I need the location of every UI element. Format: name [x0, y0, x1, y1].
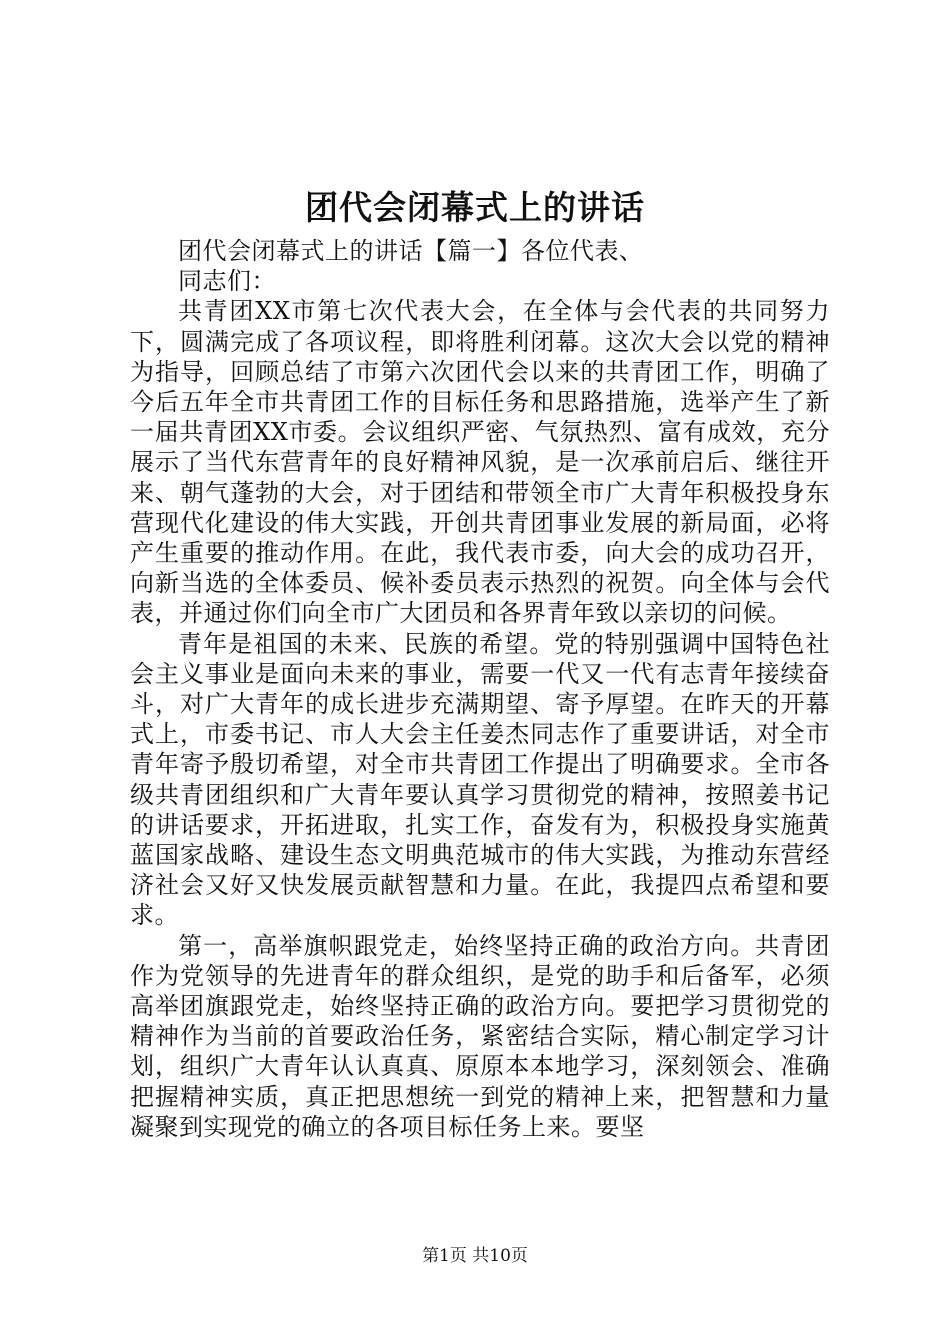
paragraph-salutation: 同志们：	[178, 267, 276, 296]
document-body	[130, 236, 830, 1142]
paragraph-youth: 青年是祖国的未来、民族的希望。党的特别强调中国特色社会主义事业是面向未来的事业，需要一代又一代有志青年接续奋斗，对广大青年的成长进步充满期望、寄予厚望。在昨天的开幕式上，市委书记、市人大会主任姜杰同志作了重要讲话，对全市青年寄予殷切希望，对全市共青团工作提出了明确要求。全市各级共青团组织和广大青年要认真学习贯彻党的精神，按照姜书记的讲话要求，开拓进取，扎实工作，奋发有为，积极投身实施黄蓝国家战略、建设生态文明典范城市的伟大实践，为推动东营经济社会又好又快发展贡献智慧和力量。在此，我提四点希望和要求。	[130, 629, 830, 930]
page-number-footer: 第1页 共10页	[422, 1246, 528, 1266]
document-title: 团代会闭幕式上的讲话	[305, 188, 645, 227]
paragraph-first-point: 第一，高举旗帜跟党走，始终坚持正确的政治方向。共青团作为党领导的先进青年的群众组织，是党的助手和后备军，必须高举团旗跟党走，始终坚持正确的政治方向。要把学习贯彻党的精神作为当前的首要政治任务，紧密结合实际，精心制定学习计划，组织广大青年认认真真、原原本本地学习，深刻领会、准确把握精神实质，真正把思想统一到党的精神上来，把智慧和力量凝聚到实现党的确立的各项目标任务上来。要坚	[130, 931, 830, 1141]
paragraph-heading: 团代会闭幕式上的讲话【篇一】各位代表、	[178, 237, 644, 265]
paragraph-opening: 共青团XX市第七次代表大会，在全体与会代表的共同努力下，圆满完成了各项议程，即将胜利闭幕。这次大会以党的精神为指导，回顾总结了市第六次团代会以来的共青团工作，明确了今后五年全市共青团工作的目标任务和思路措施，选举产生了新一届共青团XX市委。会议组织严密、气氛热烈、富有成效，充分展示了当代东营青年的良好精神风貌，是一次承前启后、继往开来、朝气蓬勃的大会，对于团结和带领全市广大青年积极投身东营现代化建设的伟大实践，开创共青团事业发展的新局面，必将产生重要的推动作用。在此，我代表市委，向大会的成功召开，向新当选的全体委员、候补委员表示热烈的祝贺。向全体与会代表，并通过你们向全市广大团员和各界青年致以亲切的问候。	[130, 297, 830, 628]
